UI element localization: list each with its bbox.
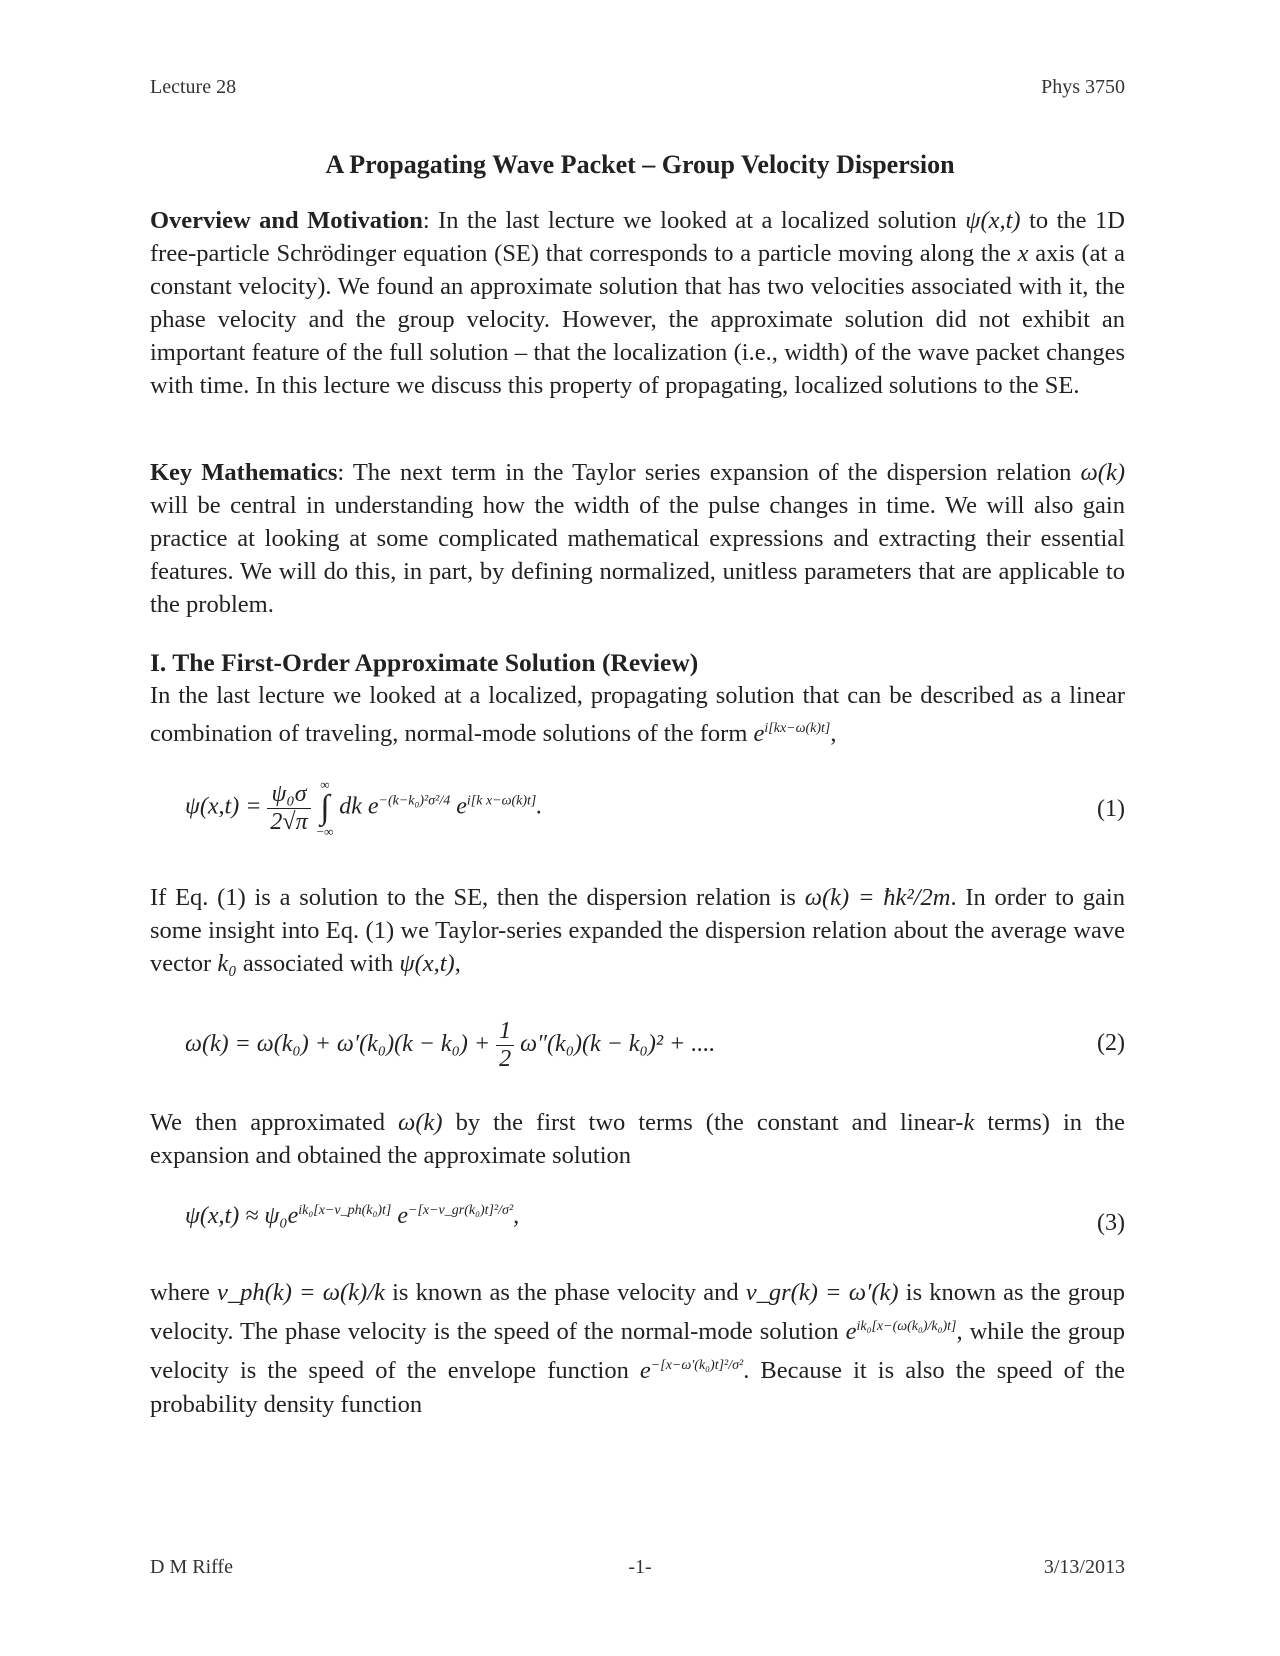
equation-2 — [185, 1018, 715, 1073]
overview-text-1: : In the last lecture we looked at a localized solution — [422, 207, 966, 234]
overview-x: x — [1017, 240, 1029, 267]
eq2-lhs: ω(k) = ω(k₀) + ω′(k₀)(k − k₀) + — [185, 1031, 491, 1058]
overview-paragraph — [150, 204, 1125, 402]
where-vgr: v_gr(k) = ω′(k) — [745, 1279, 899, 1306]
if-text-2: . In order to gain some insight into Eq. (1) we Taylor-series expanded the dispersion relation about the average wave vector — [150, 884, 1125, 977]
where-text-2: is known as the phase velocity and — [384, 1279, 746, 1306]
overview-heading: Overview and Motivation — [150, 207, 423, 234]
approximation-paragraph — [150, 1106, 1125, 1172]
then-text-2: by the first two terms (the constant and linear- — [442, 1109, 964, 1136]
eq1-tail: . — [536, 793, 543, 820]
section1-form — [754, 720, 831, 747]
then-text-3: terms) in the expansion and obtained the approximate solution — [150, 1109, 1126, 1169]
footer-date: 3/13/2013 — [1043, 1556, 1125, 1578]
where-envelope — [640, 1357, 743, 1384]
equation-3 — [185, 1203, 519, 1230]
then-text-1: We then approximated — [150, 1109, 399, 1136]
eq1-lower-limit: −∞ — [316, 824, 334, 839]
where-text-1: where — [150, 1279, 218, 1306]
eq1-integrand: dk e — [339, 793, 379, 820]
keymath-omega: ω(k) — [1080, 459, 1125, 486]
overview-text-2: to the 1D free-particle Schrödinger equation (SE) that corresponds to a particle moving along the — [150, 207, 1125, 267]
nm-base: e — [845, 1318, 857, 1346]
if-psi: ψ(x,t) — [399, 950, 455, 977]
where-text-5: . Because it is also the speed of the probability density function — [150, 1357, 1125, 1419]
velocity-paragraph — [150, 1276, 1125, 1422]
eq3-tail: , — [513, 1203, 520, 1229]
if-dispersion: ω(k) = ħk²/2m — [804, 884, 951, 911]
section1-text-1: In the last lecture we looked at a localized, propagating solution that can be described as a linear combination of traveling, normal-mode solutions of the form — [150, 682, 1125, 748]
eq2-numerator: 1 — [496, 1018, 514, 1046]
footer-page-number: -1- — [628, 1556, 652, 1578]
form-exponent: i[kx−ω(k)t] — [764, 721, 831, 736]
eq2-fraction — [496, 1018, 514, 1073]
eq1-exponent-1: −(k−k₀)²σ²/4 — [378, 793, 451, 809]
keymath-heading: Key Mathematics — [150, 459, 338, 486]
env-exponent: −[x−ω′(k₀)t]²/σ² — [650, 1358, 744, 1374]
env-base: e — [639, 1357, 651, 1385]
dispersion-paragraph — [150, 881, 1125, 980]
then-k: k — [963, 1109, 975, 1136]
where-vph: v_ph(k) = ω(k)/k — [217, 1279, 385, 1306]
overview-psi: ψ(x,t) — [965, 207, 1021, 234]
eq1-e2: e — [456, 793, 467, 820]
equation-1-number: (1) — [1097, 796, 1125, 822]
eq1-lhs: ψ(x,t) = — [185, 793, 262, 820]
nm-exponent: ik₀[x−(ω(k₀)/k₀)t] — [856, 1319, 957, 1334]
if-k0: k₀ — [217, 950, 237, 977]
eq1-numerator: ψ₀σ — [267, 781, 310, 809]
where-text-3: is known as the group velocity. The phase velocity is the speed of the normal-mode solution — [150, 1279, 1125, 1346]
eq1-upper-limit: ∞ — [320, 777, 330, 792]
eq2-denominator: 2 — [499, 1046, 512, 1072]
keymath-text-1: : The next term in the Taylor series expansion of the dispersion relation — [337, 459, 1081, 486]
eq3-exponent-1: ik₀[x−v_ph(k₀)t] — [298, 1203, 392, 1218]
integral-icon: ∞ ∫ −∞ — [316, 777, 334, 839]
section1-text-2: , — [830, 720, 837, 748]
keymath-text-2: will be central in understanding how the width of the pulse changes in time. We will also gain practice at looking at some complicated mathematical expressions and extracting their essential features. We will do this, in part, by defining normalized, unitless parameters that are applicable to the problem. — [150, 492, 1125, 618]
then-omega: ω(k) — [398, 1109, 443, 1136]
where-text-4: , while the group velocity is the speed of the envelope function — [150, 1318, 1125, 1385]
eq3-lhs: ψ(x,t) ≈ ψ₀e — [185, 1203, 299, 1229]
eq2-rhs: ω″(k₀)(k − k₀)² + .... — [520, 1031, 716, 1058]
section1-heading: I. The First-Order Approximate Solution (Review) — [150, 648, 699, 677]
eq3-e2: e — [397, 1203, 408, 1229]
section1-paragraph — [150, 646, 1125, 750]
page-title: A Propagating Wave Packet – Group Velocity Dispersion — [325, 150, 955, 179]
equation-1 — [185, 778, 542, 838]
if-text-1: If Eq. (1) is a solution to the SE, then the dispersion relation is — [150, 884, 805, 911]
equation-3-number: (3) — [1097, 1210, 1125, 1236]
footer-author: D M Riffe — [150, 1556, 233, 1578]
overview-text-3: axis (at a constant velocity). We found an approximate solution that has two velocities associated with it, the phase velocity and the group velocity. However, the approximate solution did not exhibit an important feature of the full solution – that the localization (i.e., width) of the wave packet changes with time. In this lecture we discuss this property of propagating, localized solutions to the SE. — [150, 240, 1125, 399]
if-text-4: , — [454, 950, 461, 977]
eq1-denominator: 2√π — [270, 808, 308, 835]
header-lecture: Lecture 28 — [150, 76, 237, 98]
where-normal-mode — [846, 1318, 957, 1345]
form-base: e — [753, 720, 765, 748]
equation-2-number: (2) — [1097, 1030, 1125, 1056]
eq1-exponent-2: i[k x−ω(k)t] — [466, 793, 537, 809]
if-text-3: associated with — [236, 950, 400, 977]
eq1-fraction — [267, 781, 310, 836]
keymath-paragraph — [150, 456, 1125, 621]
eq3-exponent-2: −[x−v_gr(k₀)t]²/σ² — [408, 1203, 514, 1218]
header-course: Phys 3750 — [1041, 76, 1125, 98]
